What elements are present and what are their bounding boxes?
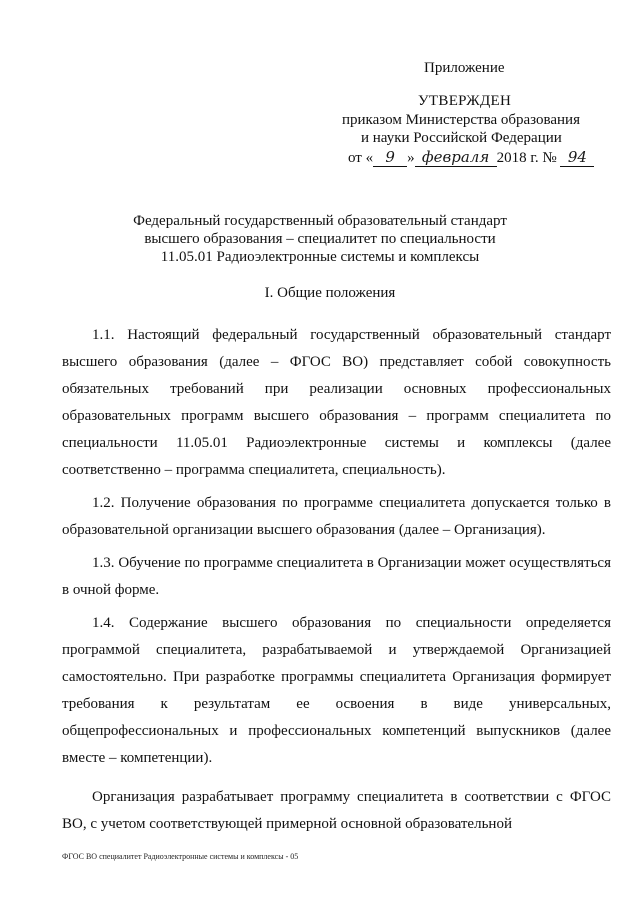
handwritten-order-number: 94 bbox=[560, 148, 594, 167]
title-line-2: высшего образования – специалитет по специальности bbox=[144, 231, 496, 247]
handwritten-month: февраля bbox=[415, 148, 497, 167]
order-date-prefix: от « bbox=[348, 150, 374, 166]
document-title bbox=[60, 212, 580, 266]
document-body bbox=[62, 322, 611, 838]
order-year-number-label: 2018 г. № bbox=[496, 150, 557, 166]
title-line-1: Федеральный государственный образовательный стандарт bbox=[133, 213, 507, 229]
handwritten-day: 9 bbox=[373, 148, 407, 167]
order-quote-close: » bbox=[407, 150, 415, 166]
title-line-3: 11.05.01 Радиоэлектронные системы и комплексы bbox=[160, 249, 480, 265]
paragraph-1-4: 1.4. Содержание высшего образования по специальности определяется программой специалитета, разрабатываемой и утверждаемой Организацией самостоятельно. При разработке программы специалитета Организация формирует требования к результатам ее освоения в виде универсальных, общепрофессиональных и профессиональных компетенций выпускников (далее вместе – компетенции). bbox=[62, 615, 611, 766]
appendix-label: Приложение bbox=[424, 60, 505, 76]
section-heading: I. Общие положения bbox=[264, 285, 396, 301]
paragraph-1-1: 1.1. Настоящий федеральный государственный образовательный стандарт высшего образования (далее – ФГОС ВО) представляет собой совокупность обязательных требований при реализации основных профессиональных образовательных программ высшего образования – программ специалитета по специальности 11.05.01 Радиоэлектронные системы и комплексы (далее соответственно – программа специалитета, специальность). bbox=[62, 327, 611, 478]
order-line-federation: и науки Российской Федерации bbox=[361, 130, 562, 146]
paragraph-organization: Организация разрабатывает программу специалитета в соответствии с ФГОС ВО, с учетом соответствующей примерной основной образовательной bbox=[62, 789, 611, 832]
order-line-ministry: приказом Министерства образования bbox=[342, 112, 580, 128]
page-footer: ФГОС ВО специалитет Радиоэлектронные системы и комплексы - 05 bbox=[62, 852, 299, 861]
paragraph-1-2: 1.2. Получение образования по программе специалитета допускается только в образовательной организации высшего образования (далее – Организация). bbox=[62, 495, 611, 538]
approved-label: УТВЕРЖДЕН bbox=[418, 93, 512, 109]
order-date-number-line bbox=[348, 148, 594, 167]
paragraph-1-3: 1.3. Обучение по программе специалитета в Организации может осуществляться в очной форме. bbox=[62, 555, 611, 598]
